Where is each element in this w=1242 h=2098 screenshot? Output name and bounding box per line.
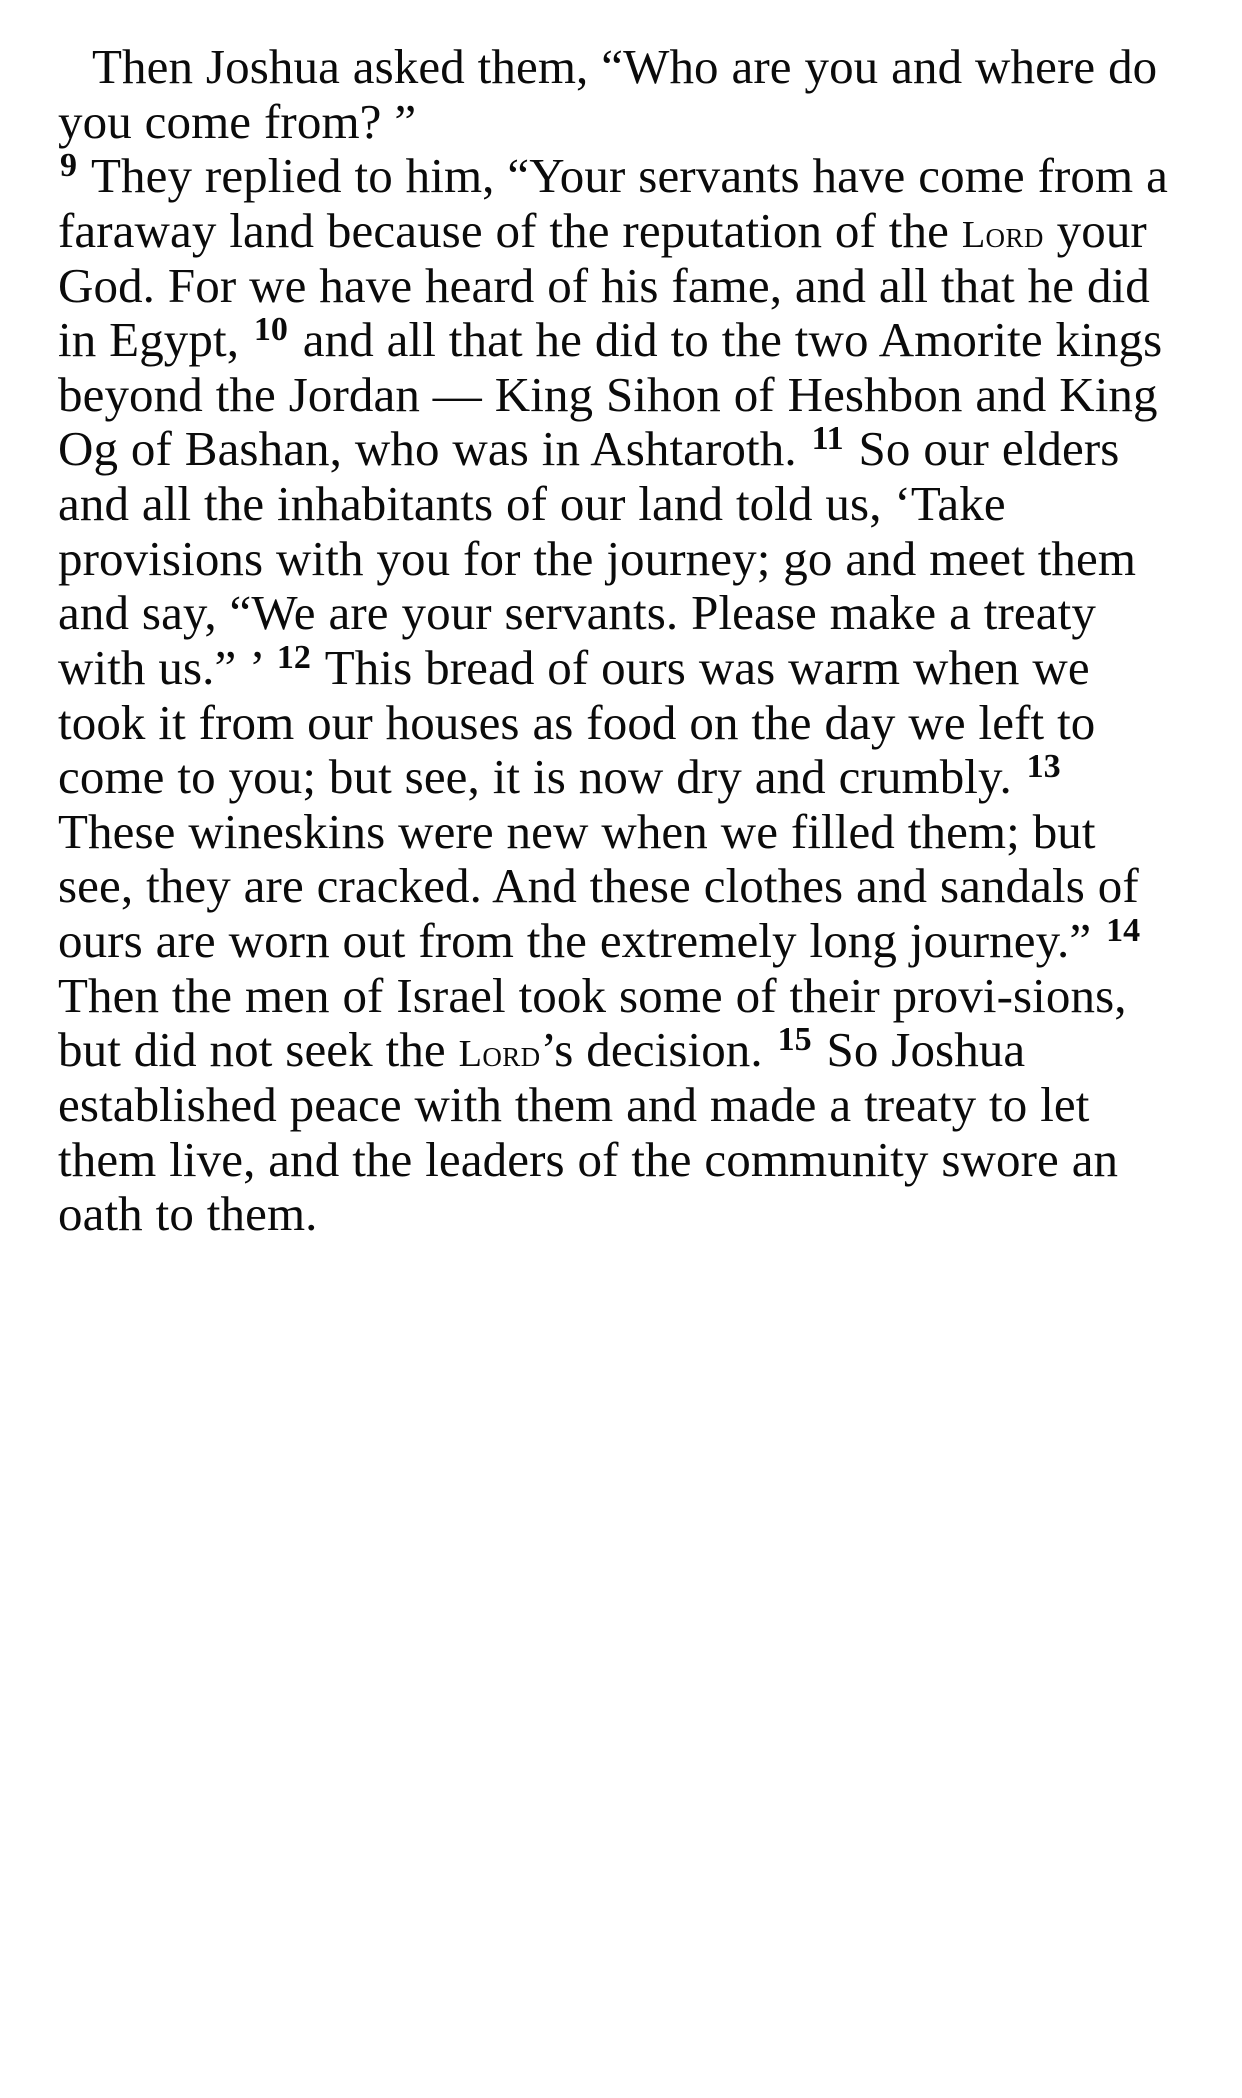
divine-name: Lord	[458, 1033, 541, 1076]
verse-number[interactable]: 12	[276, 638, 311, 676]
text-run: These wineskins were new when we filled them; but see, they are cracked. And these clothes and sandals of ours are worn out from the extremely long journey.”	[58, 803, 1139, 968]
divine-name: Lord	[961, 213, 1044, 256]
scripture-text-body	[58, 40, 1180, 1242]
verse-number[interactable]: 13	[1026, 748, 1061, 786]
text-run: So Joshua established peace with them and made a treaty to let them live, and the leaders of the community swore an oath to them.	[58, 1022, 1119, 1242]
scripture-paragraph	[58, 149, 1180, 1242]
verse-number[interactable]: 10	[253, 311, 288, 349]
scripture-paragraph	[58, 40, 1180, 149]
verse-number[interactable]: 9	[60, 147, 77, 185]
text-run: ’s decision.	[540, 1022, 776, 1078]
verse-number[interactable]: 11	[811, 420, 844, 458]
verse-number[interactable]: 14	[1106, 912, 1141, 949]
text-run: They replied to him, “Your servants have come from a faraway land because of the reputation of the	[58, 148, 1168, 258]
text-run: So our elders and all the inhabitants of our land told us, ‘Take provisions with you for the journey; go and meet them and say, “We are your servants. Please make a treaty with us.” ’	[58, 421, 1137, 695]
text-run: Then Joshua asked them, “Who are you and where do you come from? ”	[58, 39, 1158, 149]
text-run: your God. For we have heard of his fame, and all that he did in Egypt,	[58, 202, 1150, 368]
text-run: Then the men of Israel took some of their provi-sions, but did not seek the	[58, 967, 1127, 1078]
verse-number[interactable]: 15	[777, 1021, 812, 1059]
text-run: This bread of ours was warm when we took it from our houses as food on the day we left to come to you; but see, it is now dry and crumbly.	[58, 639, 1096, 805]
text-run: and all that he did to the two Amorite kings beyond the Jordan — King Sihon of Heshbon and King Og of Bashan, who was in Ashtaroth.	[58, 312, 1163, 477]
